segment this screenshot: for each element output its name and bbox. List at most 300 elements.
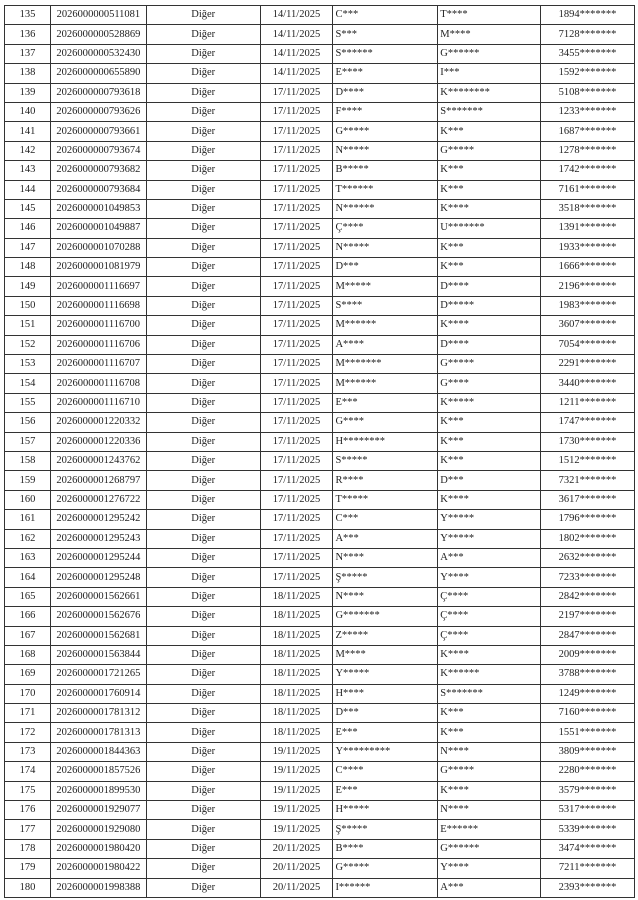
id-number-masked-cell: 1933******* [541,238,635,257]
id-number-masked-cell: 1983******* [541,296,635,315]
last-name-masked-cell: U******* [438,219,541,238]
results-table [4,5,635,898]
first-name-masked-cell: T***** [333,490,438,509]
last-name-masked-cell: K**** [438,781,541,800]
last-name-masked-cell: K*** [438,723,541,742]
id-number-masked-cell: 2632******* [541,548,635,567]
last-name-masked-cell: K***** [438,393,541,412]
category-cell: Diğer [146,548,260,567]
row-number-cell: 173 [5,742,51,761]
application-number-cell: 2026000001276722 [50,490,146,509]
table-row [5,102,635,121]
date-cell: 17/11/2025 [260,451,333,470]
last-name-masked-cell: D*** [438,471,541,490]
category-cell: Diğer [146,258,260,277]
date-cell: 14/11/2025 [260,6,333,25]
first-name-masked-cell: D*** [333,258,438,277]
application-number-cell: 2026000000793684 [50,180,146,199]
first-name-masked-cell: C*** [333,6,438,25]
table-row [5,122,635,141]
last-name-masked-cell: D**** [438,335,541,354]
id-number-masked-cell: 2842******* [541,587,635,606]
id-number-masked-cell: 1592******* [541,64,635,83]
category-cell: Diğer [146,277,260,296]
date-cell: 20/11/2025 [260,839,333,858]
date-cell: 17/11/2025 [260,413,333,432]
id-number-masked-cell: 5317******* [541,801,635,820]
date-cell: 18/11/2025 [260,607,333,626]
id-number-masked-cell: 2393******* [541,878,635,897]
row-number-cell: 145 [5,199,51,218]
last-name-masked-cell: K*** [438,451,541,470]
date-cell: 17/11/2025 [260,432,333,451]
date-cell: 20/11/2025 [260,878,333,897]
id-number-masked-cell: 7161******* [541,180,635,199]
application-number-cell: 2026000001295244 [50,548,146,567]
row-number-cell: 170 [5,684,51,703]
id-number-masked-cell: 2009******* [541,645,635,664]
date-cell: 17/11/2025 [260,238,333,257]
date-cell: 17/11/2025 [260,219,333,238]
id-number-masked-cell: 2291******* [541,355,635,374]
table-row [5,199,635,218]
category-cell: Diğer [146,219,260,238]
application-number-cell: 2026000000793661 [50,122,146,141]
last-name-masked-cell: K*** [438,704,541,723]
category-cell: Diğer [146,6,260,25]
first-name-masked-cell: I****** [333,878,438,897]
last-name-masked-cell: K**** [438,199,541,218]
row-number-cell: 157 [5,432,51,451]
first-name-masked-cell: S**** [333,296,438,315]
table-row [5,44,635,63]
category-cell: Diğer [146,684,260,703]
first-name-masked-cell: Ş***** [333,820,438,839]
category-cell: Diğer [146,432,260,451]
first-name-masked-cell: Z***** [333,626,438,645]
table-row [5,762,635,781]
application-number-cell: 2026000000793626 [50,102,146,121]
row-number-cell: 154 [5,374,51,393]
category-cell: Diğer [146,820,260,839]
date-cell: 14/11/2025 [260,44,333,63]
category-cell: Diğer [146,374,260,393]
category-cell: Diğer [146,393,260,412]
date-cell: 17/11/2025 [260,393,333,412]
first-name-masked-cell: H******** [333,432,438,451]
application-number-cell: 2026000001081979 [50,258,146,277]
table-row [5,742,635,761]
application-number-cell: 2026000001070288 [50,238,146,257]
row-number-cell: 172 [5,723,51,742]
date-cell: 17/11/2025 [260,335,333,354]
id-number-masked-cell: 7233******* [541,568,635,587]
category-cell: Diğer [146,859,260,878]
table-row [5,645,635,664]
row-number-cell: 148 [5,258,51,277]
last-name-masked-cell: K**** [438,490,541,509]
application-number-cell: 2026000001295243 [50,529,146,548]
table-row [5,6,635,25]
id-number-masked-cell: 1278******* [541,141,635,160]
date-cell: 17/11/2025 [260,83,333,102]
table-row [5,335,635,354]
id-number-masked-cell: 1802******* [541,529,635,548]
application-number-cell: 2026000001268797 [50,471,146,490]
first-name-masked-cell: N**** [333,587,438,606]
table-row [5,451,635,470]
application-number-cell: 2026000001562681 [50,626,146,645]
first-name-masked-cell: Ç**** [333,219,438,238]
application-number-cell: 2026000001049853 [50,199,146,218]
application-number-cell: 2026000001721265 [50,665,146,684]
date-cell: 14/11/2025 [260,64,333,83]
row-number-cell: 149 [5,277,51,296]
first-name-masked-cell: E**** [333,64,438,83]
id-number-masked-cell: 1249******* [541,684,635,703]
last-name-masked-cell: D***** [438,296,541,315]
id-number-masked-cell: 7160******* [541,704,635,723]
table-row [5,141,635,160]
row-number-cell: 178 [5,839,51,858]
last-name-masked-cell: K*** [438,122,541,141]
row-number-cell: 150 [5,296,51,315]
category-cell: Diğer [146,742,260,761]
row-number-cell: 162 [5,529,51,548]
first-name-masked-cell: Y********* [333,742,438,761]
last-name-masked-cell: Y***** [438,510,541,529]
table-row [5,626,635,645]
category-cell: Diğer [146,510,260,529]
last-name-masked-cell: K*** [438,258,541,277]
category-cell: Diğer [146,141,260,160]
last-name-masked-cell: G***** [438,762,541,781]
table-row [5,393,635,412]
table-row [5,413,635,432]
row-number-cell: 177 [5,820,51,839]
application-number-cell: 2026000001116707 [50,355,146,374]
first-name-masked-cell: M******* [333,355,438,374]
category-cell: Diğer [146,335,260,354]
id-number-masked-cell: 3809******* [541,742,635,761]
id-number-masked-cell: 1211******* [541,393,635,412]
application-number-cell: 2026000001116698 [50,296,146,315]
id-number-masked-cell: 7054******* [541,335,635,354]
table-row [5,665,635,684]
application-number-cell: 2026000000532430 [50,44,146,63]
id-number-masked-cell: 1391******* [541,219,635,238]
table-row [5,355,635,374]
table-row [5,238,635,257]
category-cell: Diğer [146,839,260,858]
last-name-masked-cell: G***** [438,141,541,160]
table-row [5,219,635,238]
table-row [5,704,635,723]
id-number-masked-cell: 2280******* [541,762,635,781]
category-cell: Diğer [146,451,260,470]
first-name-masked-cell: G***** [333,859,438,878]
date-cell: 19/11/2025 [260,781,333,800]
date-cell: 17/11/2025 [260,122,333,141]
row-number-cell: 167 [5,626,51,645]
id-number-masked-cell: 1687******* [541,122,635,141]
application-number-cell: 2026000001929077 [50,801,146,820]
row-number-cell: 135 [5,6,51,25]
application-number-cell: 2026000001562661 [50,587,146,606]
table-row [5,607,635,626]
table-row [5,587,635,606]
id-number-masked-cell: 2196******* [541,277,635,296]
id-number-masked-cell: 2197******* [541,607,635,626]
table-row [5,801,635,820]
application-number-cell: 2026000000793618 [50,83,146,102]
id-number-masked-cell: 3788******* [541,665,635,684]
category-cell: Diğer [146,587,260,606]
category-cell: Diğer [146,64,260,83]
row-number-cell: 169 [5,665,51,684]
last-name-masked-cell: K**** [438,645,541,664]
first-name-masked-cell: E*** [333,723,438,742]
date-cell: 18/11/2025 [260,665,333,684]
first-name-masked-cell: Ş***** [333,568,438,587]
table-row [5,568,635,587]
category-cell: Diğer [146,704,260,723]
date-cell: 20/11/2025 [260,859,333,878]
row-number-cell: 158 [5,451,51,470]
row-number-cell: 142 [5,141,51,160]
id-number-masked-cell: 1742******* [541,161,635,180]
category-cell: Diğer [146,44,260,63]
last-name-masked-cell: K*** [438,413,541,432]
first-name-masked-cell: D*** [333,704,438,723]
first-name-masked-cell: F**** [333,102,438,121]
application-number-cell: 2026000000511081 [50,6,146,25]
table-row [5,83,635,102]
last-name-masked-cell: N**** [438,801,541,820]
date-cell: 17/11/2025 [260,199,333,218]
first-name-masked-cell: G******* [333,607,438,626]
application-number-cell: 2026000001295248 [50,568,146,587]
application-number-cell: 2026000001220336 [50,432,146,451]
last-name-masked-cell: G****** [438,839,541,858]
first-name-masked-cell: D**** [333,83,438,102]
table-row [5,548,635,567]
category-cell: Diğer [146,413,260,432]
application-number-cell: 2026000001760914 [50,684,146,703]
application-number-cell: 2026000001116710 [50,393,146,412]
first-name-masked-cell: N****** [333,199,438,218]
category-cell: Diğer [146,801,260,820]
last-name-masked-cell: I*** [438,64,541,83]
application-number-cell: 2026000001844363 [50,742,146,761]
last-name-masked-cell: K*** [438,161,541,180]
first-name-masked-cell: N**** [333,548,438,567]
row-number-cell: 151 [5,316,51,335]
row-number-cell: 139 [5,83,51,102]
application-number-cell: 2026000001899530 [50,781,146,800]
application-number-cell: 2026000000793682 [50,161,146,180]
table-row [5,859,635,878]
application-number-cell: 2026000001781313 [50,723,146,742]
date-cell: 17/11/2025 [260,316,333,335]
application-number-cell: 2026000001116697 [50,277,146,296]
table-row [5,529,635,548]
id-number-masked-cell: 7128******* [541,25,635,44]
category-cell: Diğer [146,199,260,218]
table-row [5,432,635,451]
application-number-cell: 2026000001929080 [50,820,146,839]
first-name-masked-cell: G**** [333,413,438,432]
category-cell: Diğer [146,723,260,742]
row-number-cell: 144 [5,180,51,199]
last-name-masked-cell: D**** [438,277,541,296]
date-cell: 17/11/2025 [260,490,333,509]
application-number-cell: 2026000000793674 [50,141,146,160]
id-number-masked-cell: 3607******* [541,316,635,335]
first-name-masked-cell: B***** [333,161,438,180]
category-cell: Diğer [146,161,260,180]
application-number-cell: 2026000001980420 [50,839,146,858]
id-number-masked-cell: 3617******* [541,490,635,509]
row-number-cell: 143 [5,161,51,180]
table-row [5,510,635,529]
last-name-masked-cell: M**** [438,25,541,44]
application-number-cell: 2026000001857526 [50,762,146,781]
table-row [5,64,635,83]
first-name-masked-cell: S*** [333,25,438,44]
application-number-cell: 2026000001563844 [50,645,146,664]
category-cell: Diğer [146,296,260,315]
row-number-cell: 171 [5,704,51,723]
category-cell: Diğer [146,665,260,684]
date-cell: 17/11/2025 [260,510,333,529]
id-number-masked-cell: 1730******* [541,432,635,451]
last-name-masked-cell: E****** [438,820,541,839]
first-name-masked-cell: S***** [333,451,438,470]
first-name-masked-cell: R**** [333,471,438,490]
row-number-cell: 174 [5,762,51,781]
id-number-masked-cell: 2847******* [541,626,635,645]
last-name-masked-cell: Y**** [438,568,541,587]
id-number-masked-cell: 1512******* [541,451,635,470]
last-name-masked-cell: A*** [438,548,541,567]
row-number-cell: 179 [5,859,51,878]
last-name-masked-cell: K****** [438,665,541,684]
last-name-masked-cell: S******* [438,102,541,121]
row-number-cell: 155 [5,393,51,412]
table-row [5,684,635,703]
row-number-cell: 156 [5,413,51,432]
date-cell: 18/11/2025 [260,645,333,664]
table-row [5,490,635,509]
date-cell: 17/11/2025 [260,296,333,315]
row-number-cell: 176 [5,801,51,820]
row-number-cell: 168 [5,645,51,664]
table-row [5,296,635,315]
table-row [5,839,635,858]
category-cell: Diğer [146,25,260,44]
first-name-masked-cell: T****** [333,180,438,199]
last-name-masked-cell: G***** [438,355,541,374]
date-cell: 18/11/2025 [260,684,333,703]
first-name-masked-cell: A*** [333,529,438,548]
first-name-masked-cell: E*** [333,393,438,412]
first-name-masked-cell: G***** [333,122,438,141]
row-number-cell: 141 [5,122,51,141]
row-number-cell: 147 [5,238,51,257]
date-cell: 18/11/2025 [260,704,333,723]
first-name-masked-cell: M***** [333,277,438,296]
category-cell: Diğer [146,102,260,121]
first-name-masked-cell: Y***** [333,665,438,684]
id-number-masked-cell: 5108******* [541,83,635,102]
application-number-cell: 2026000001116700 [50,316,146,335]
category-cell: Diğer [146,316,260,335]
category-cell: Diğer [146,238,260,257]
id-number-masked-cell: 7211******* [541,859,635,878]
id-number-masked-cell: 1747******* [541,413,635,432]
date-cell: 17/11/2025 [260,374,333,393]
first-name-masked-cell: A**** [333,335,438,354]
date-cell: 17/11/2025 [260,277,333,296]
date-cell: 17/11/2025 [260,141,333,160]
application-number-cell: 2026000001562676 [50,607,146,626]
last-name-masked-cell: N**** [438,742,541,761]
category-cell: Diğer [146,762,260,781]
last-name-masked-cell: Y**** [438,859,541,878]
first-name-masked-cell: H**** [333,684,438,703]
date-cell: 18/11/2025 [260,626,333,645]
category-cell: Diğer [146,529,260,548]
first-name-masked-cell: N***** [333,238,438,257]
id-number-masked-cell: 3440******* [541,374,635,393]
table-row [5,258,635,277]
date-cell: 14/11/2025 [260,25,333,44]
application-number-cell: 2026000001116706 [50,335,146,354]
application-number-cell: 2026000001295242 [50,510,146,529]
first-name-masked-cell: C**** [333,762,438,781]
row-number-cell: 140 [5,102,51,121]
last-name-masked-cell: K*** [438,238,541,257]
row-number-cell: 136 [5,25,51,44]
category-cell: Diğer [146,471,260,490]
last-name-masked-cell: A*** [438,878,541,897]
category-cell: Diğer [146,568,260,587]
date-cell: 17/11/2025 [260,161,333,180]
date-cell: 19/11/2025 [260,820,333,839]
table-row [5,25,635,44]
row-number-cell: 161 [5,510,51,529]
application-number-cell: 2026000001781312 [50,704,146,723]
date-cell: 17/11/2025 [260,180,333,199]
category-cell: Diğer [146,490,260,509]
table-row [5,723,635,742]
application-number-cell: 2026000000528869 [50,25,146,44]
category-cell: Diğer [146,355,260,374]
row-number-cell: 146 [5,219,51,238]
application-number-cell: 2026000001980422 [50,859,146,878]
table-row [5,374,635,393]
first-name-masked-cell: N***** [333,141,438,160]
table-row [5,316,635,335]
row-number-cell: 180 [5,878,51,897]
date-cell: 18/11/2025 [260,723,333,742]
row-number-cell: 153 [5,355,51,374]
id-number-masked-cell: 7321******* [541,471,635,490]
last-name-masked-cell: K*** [438,432,541,451]
first-name-masked-cell: M**** [333,645,438,664]
row-number-cell: 138 [5,64,51,83]
